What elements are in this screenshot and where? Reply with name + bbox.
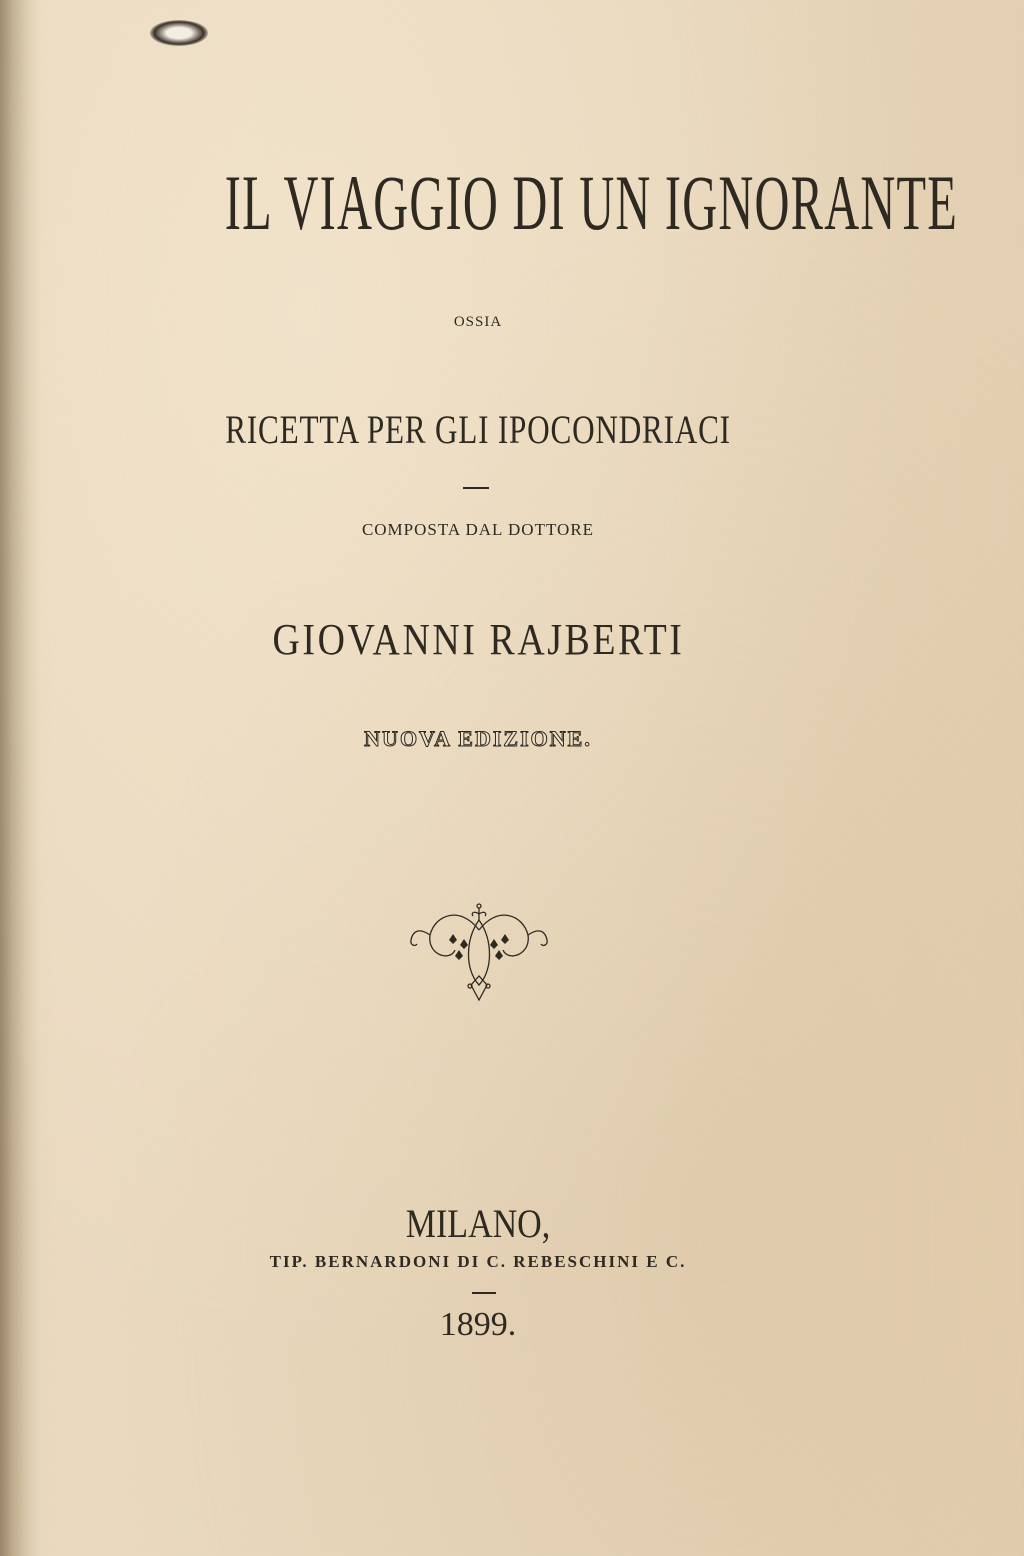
book-subtitle <box>0 406 956 453</box>
divider-rule <box>463 487 489 489</box>
conjunction <box>0 314 956 331</box>
author-name <box>0 614 956 665</box>
year-text: 1899. <box>439 1306 517 1343</box>
printer-line <box>0 1252 956 1272</box>
ornament-icon <box>405 900 553 1005</box>
publication-year <box>0 1306 956 1344</box>
book-title-text: IL VIAGGIO DI UN IGNORANTE <box>224 159 959 246</box>
conjunction-text: OSSIA <box>453 314 503 330</box>
byline-text: COMPOSTA DAL DOTTORE <box>361 520 595 539</box>
edition-label <box>0 726 956 752</box>
edition-text: NUOVA EDIZIONE. <box>364 726 592 751</box>
divider-rule <box>472 1292 496 1294</box>
subtitle-text: RICETTA PER GLI IPOCONDRIACI <box>225 407 731 452</box>
author-text: GIOVANNI RAJBERTI <box>272 615 684 664</box>
city-text: MILANO, <box>405 1201 551 1246</box>
publication-city <box>0 1200 956 1247</box>
byline <box>0 520 956 540</box>
paper-stain <box>150 20 208 46</box>
book-title <box>0 158 959 248</box>
printer-text: TIP. BERNARDONI DI C. REBESCHINI E C. <box>269 1252 687 1271</box>
